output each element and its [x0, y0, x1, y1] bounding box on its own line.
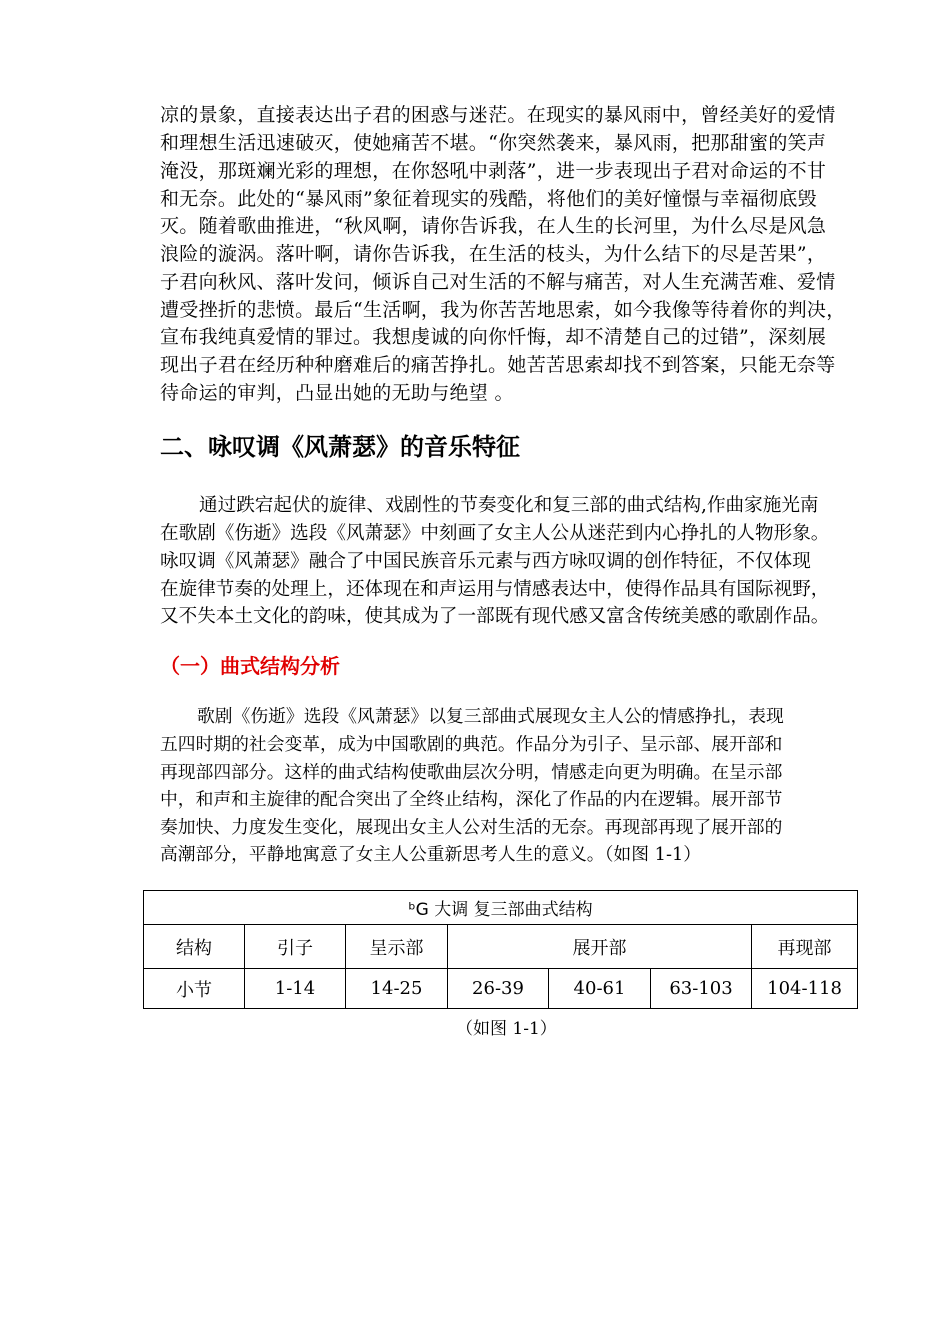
- header-cell: 展开部: [448, 925, 752, 969]
- table-title: ᵇG 大调 复三部曲式结构: [144, 891, 858, 925]
- table-cell: 1-14: [245, 969, 346, 1009]
- paragraph-line: 中，和声和主旋律的配合突出了全终止结构，深化了作品的内在逻辑。展开部节: [160, 789, 783, 810]
- header-cell: 引子: [245, 925, 346, 969]
- table-cell: 14-25: [346, 969, 448, 1009]
- paragraph-line: 和无奈。此处的“暴风雨”象征着现实的残酷，将他们的美好憧憬与幸福彻底毁: [160, 188, 817, 210]
- paragraph-line: 奏加快、力度发生变化，展现出女主人公对生活的无奈。再现部再现了展开部的: [160, 817, 783, 838]
- subsection-heading: （一）曲式结构分析: [160, 654, 340, 678]
- header-cell: 再现部: [752, 925, 858, 969]
- table-cell: 63-103: [651, 969, 752, 1009]
- paragraph-line: 浪险的漩涡。落叶啊，请你告诉我，在生活的枝头，为什么结下的尽是苦果”，: [160, 243, 827, 265]
- paragraph-line: 宣布我纯真爱情的罪过。我想虔诚的向你忏悔，却不清楚自己的过错”，深刻展: [160, 326, 827, 348]
- paragraph-line: 在歌剧《伤逝》选段《风萧瑟》中刻画了女主人公从迷茫到内心挣扎的人物形象。: [160, 523, 830, 544]
- table-header-row: [144, 925, 858, 969]
- table-title-row: [144, 891, 858, 925]
- paragraph-line: 子君向秋风、落叶发问，倾诉自己对生活的不解与痛苦，对人生充满苦难、爱情: [160, 271, 836, 293]
- paragraph-line: 又不失本土文化的韵味，使其成为了一部既有现代感又富含传统美感的歌剧作品。: [160, 606, 830, 627]
- section-heading: 二、咏叹调《风萧瑟》的音乐特征: [160, 433, 520, 461]
- paragraph-line: 咏叹调《风萧瑟》融合了中国民族音乐元素与西方咏叹调的创作特征，不仅体现: [160, 551, 811, 572]
- paragraph-line: 高潮部分，平静地寓意了女主人公重新思考人生的意义。（如图 1-1）: [160, 844, 702, 865]
- paragraph-line: 五四时期的社会变革，成为中国歌剧的典范。作品分为引子、呈示部、展开部和: [160, 734, 783, 755]
- paragraph-line: 淹没，那斑斓光彩的理想，在你怒吼中剥落”，进一步表现出子君对命运的不甘: [160, 160, 827, 182]
- table-cell: 40-61: [549, 969, 651, 1009]
- paragraph-line: 在旋律节奏的处理上，还体现在和声运用与情感表达中，使得作品具有国际视野，: [160, 579, 830, 600]
- paragraph-line: 遭受挫折的悲愤。最后“生活啊，我为你苦苦地思索，如今我像等待着你的判决，: [160, 299, 846, 321]
- paragraph-line: 和理想生活迅速破灭，使她痛苦不堪。“你突然袭来，暴风雨，把那甜蜜的笑声: [160, 132, 827, 154]
- paragraph-line: 再现部四部分。这样的曲式结构使歌曲层次分明，情感走向更为明确。在呈示部: [160, 762, 783, 783]
- table-cell: 104-118: [752, 969, 858, 1009]
- paragraph-line: 歌剧《伤逝》选段《风萧瑟》以复三部曲式展现女主人公的情感挣扎，表现: [197, 706, 784, 727]
- row-label-cell: 小节: [144, 969, 245, 1009]
- paragraph-line: 凉的景象，直接表达出子君的困惑与迷茫。在现实的暴风雨中，曾经美好的爱情: [160, 104, 836, 126]
- table-cell: 26-39: [448, 969, 549, 1009]
- form-structure-table: [143, 890, 858, 1009]
- table-caption: （如图 1-1）: [456, 1019, 557, 1039]
- paragraph-line: 待命运的审判，凸显出她的无助与绝望 。: [160, 382, 514, 404]
- paragraph-line: 灭。随着歌曲推进，“秋风啊，请你告诉我，在人生的长河里，为什么尽是风急: [160, 215, 827, 237]
- table-row: [144, 969, 858, 1009]
- header-cell: 呈示部: [346, 925, 448, 969]
- paragraph-line: 通过跌宕起伏的旋律、戏剧性的节奏变化和复三部的曲式结构,作曲家施光南: [199, 495, 819, 516]
- header-cell: 结构: [144, 925, 245, 969]
- paragraph-line: 现出子君在经历种种磨难后的痛苦挣扎。她苦苦思索却找不到答案，只能无奈等: [160, 354, 836, 376]
